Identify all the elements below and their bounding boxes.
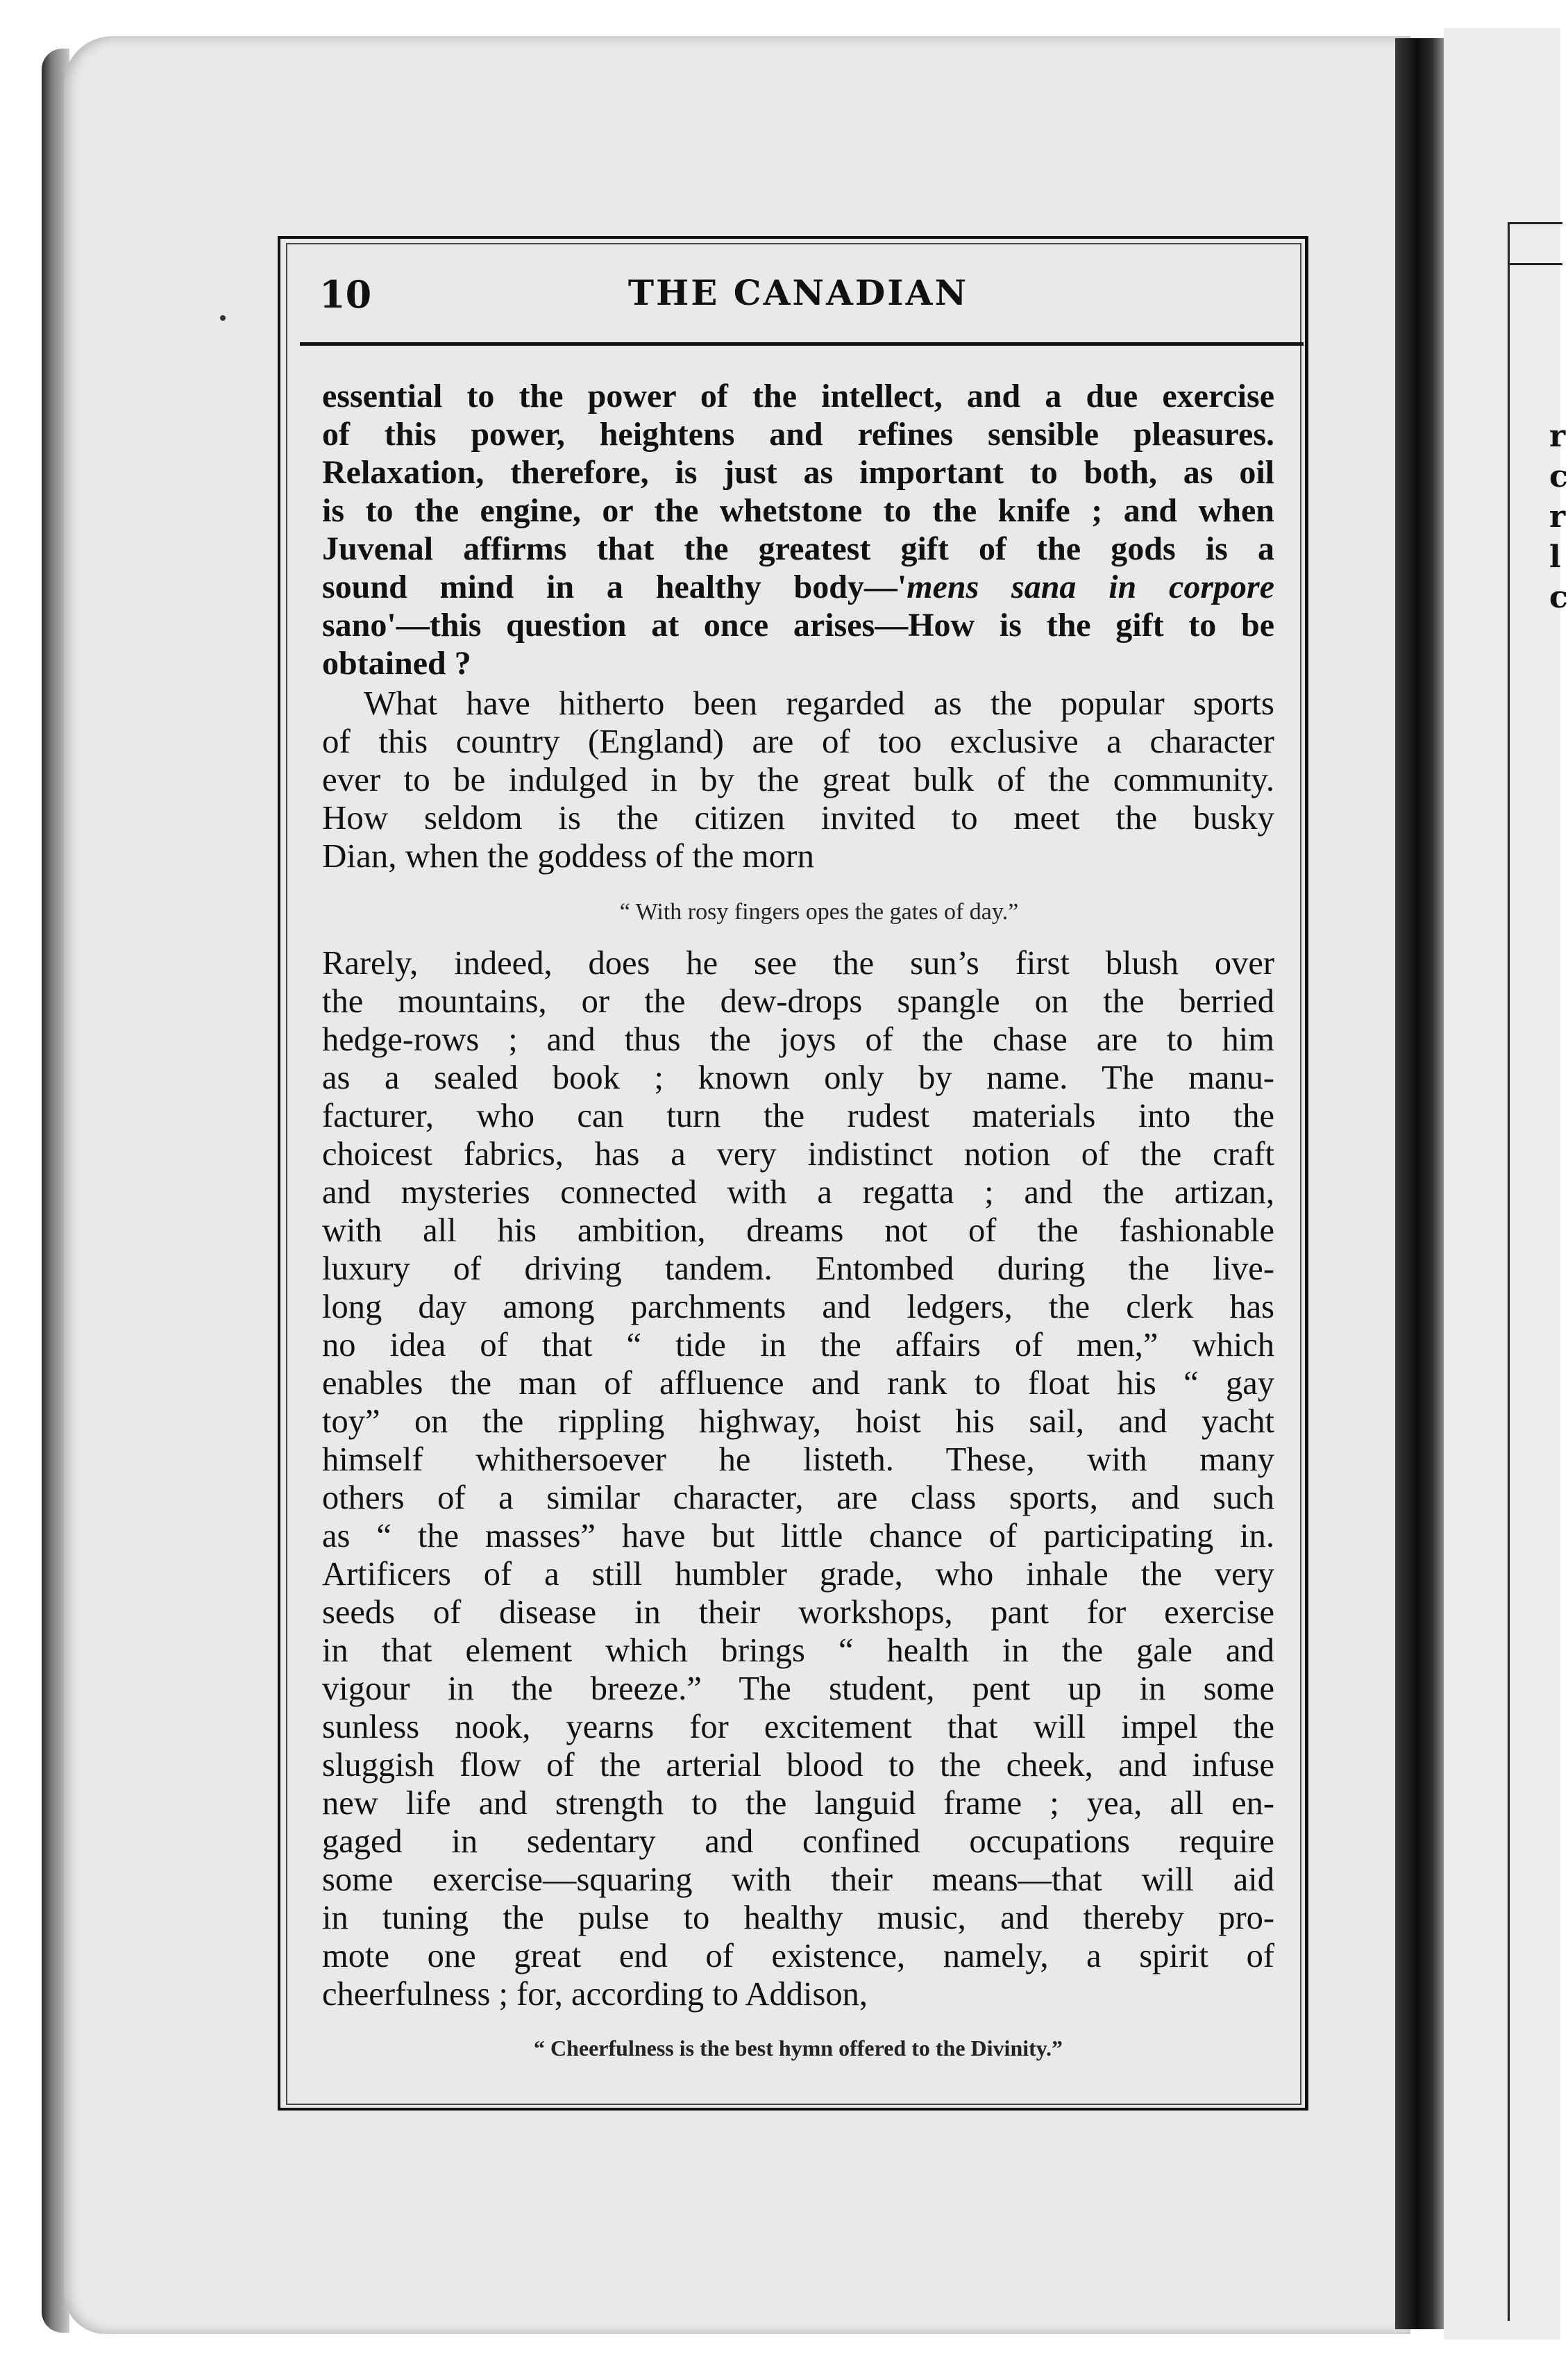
text-line: of this country (England) are of too exclusive a character xyxy=(322,722,1274,760)
text-line: sano'—this question at once arises—How is the gift to be xyxy=(322,607,1274,644)
text-line: How seldom is the citizen invited to meet the busky xyxy=(322,798,1274,837)
text-line: essential to the power of the intellect, and a due exercise xyxy=(322,378,1274,414)
text-line: long day among parchments and ledgers, the clerk has xyxy=(322,1289,1274,1325)
text-line: facturer, who can turn the rudest materials into the xyxy=(322,1098,1274,1134)
page-number: 10 xyxy=(319,272,372,317)
text-line: as “ the masses” have but little chance of participating in. xyxy=(322,1518,1274,1554)
text-line: in that element which brings “ health in the gale and xyxy=(322,1632,1274,1669)
text-line: Artificers of a still humbler grade, who inhale the very xyxy=(322,1556,1274,1593)
paragraph-1 xyxy=(322,377,1274,682)
paragraph-2 xyxy=(322,684,1274,875)
text-line: Rarely, indeed, does he see the sun’s first blush over xyxy=(322,945,1274,982)
text-line: and mysteries connected with a regatta ; and the artizan, xyxy=(322,1174,1274,1211)
facing-page-text: r c r l c xyxy=(1549,419,1568,615)
ink-speck xyxy=(220,315,226,321)
text-line: enables the man of affluence and rank to float his “ gay xyxy=(322,1365,1274,1402)
paragraph-3 xyxy=(322,944,1274,2013)
text-line: of this power, heightens and refines sensible pleasures. xyxy=(322,416,1274,453)
text-line: hedge-rows ; and thus the joys of the chase are to him xyxy=(322,1021,1274,1058)
text-line: no idea of that “ tide in the affairs of men,” which xyxy=(322,1327,1274,1364)
closing-quote: “ Cheerfulness is the best hymn offered to the Divinity.” xyxy=(533,2036,1063,2061)
text-line: others of a similar character, are class sports, and such xyxy=(322,1479,1274,1516)
text-line: himself whithersoever he listeth. These, with many xyxy=(322,1441,1274,1478)
text-line: with all his ambition, dreams not of the fashionable xyxy=(322,1212,1274,1249)
text-line: mote one great end of existence, namely, a spirit of xyxy=(322,1938,1274,1974)
text-line: is to the engine, or the whetstone to the knife ; and when xyxy=(322,492,1274,529)
text-line: the mountains, or the dew-drops spangle on the berried xyxy=(322,983,1274,1020)
text-line: choicest fabrics, has a very indistinct notion of the craft xyxy=(322,1136,1274,1173)
text-line: Dian, when the goddess of the morn xyxy=(322,837,814,875)
running-title: THE CANADIAN xyxy=(627,272,969,313)
header-rule xyxy=(300,342,1304,346)
text-line: What have hitherto been regarded as the popular sports xyxy=(364,684,1274,722)
text-line: gaged in sedentary and confined occupations require xyxy=(322,1823,1274,1860)
text-line: toy” on the rippling highway, hoist his sail, and yacht xyxy=(322,1403,1274,1440)
text-line: seeds of disease in their workshops, pant for exercise xyxy=(322,1594,1274,1631)
text-line: obtained ? xyxy=(322,645,471,682)
verse-quote: “ With rosy fingers opes the gates of day.” xyxy=(619,899,1019,925)
text-line: cheerfulness ; for, according to Addison, xyxy=(322,1976,868,2013)
text-line: vigour in the breeze.” The student, pent up in some xyxy=(322,1670,1274,1707)
latin-quote: mens sana in corpore xyxy=(907,569,1275,605)
text-line: Juvenal affirms that the greatest gift of the gods is a xyxy=(322,530,1274,567)
text-line: new life and strength to the languid frame ; yea, all en- xyxy=(322,1785,1274,1822)
text-line: some exercise—squaring with their means—that will aid xyxy=(322,1861,1274,1898)
book-gutter xyxy=(1395,38,1444,2329)
text-line: as a sealed book ; known only by name. The manu- xyxy=(322,1059,1274,1096)
text-line: luxury of driving tandem. Entombed during the live- xyxy=(322,1250,1274,1287)
text-line: sound mind in a healthy body—'mens sana in corpore xyxy=(322,569,1275,605)
text-line: sluggish flow of the arterial blood to the cheek, and infuse xyxy=(322,1747,1274,1784)
text-line: in tuning the pulse to healthy music, and thereby pro- xyxy=(322,1899,1274,1936)
text-line: sunless nook, yearns for excitement that will impel the xyxy=(322,1709,1274,1745)
text-line: ever to be indulged in by the great bulk of the community. xyxy=(322,760,1274,798)
article-body xyxy=(322,377,1274,2069)
text-line: Relaxation, therefore, is just as important to both, as oil xyxy=(322,454,1274,491)
running-header xyxy=(319,272,1277,321)
